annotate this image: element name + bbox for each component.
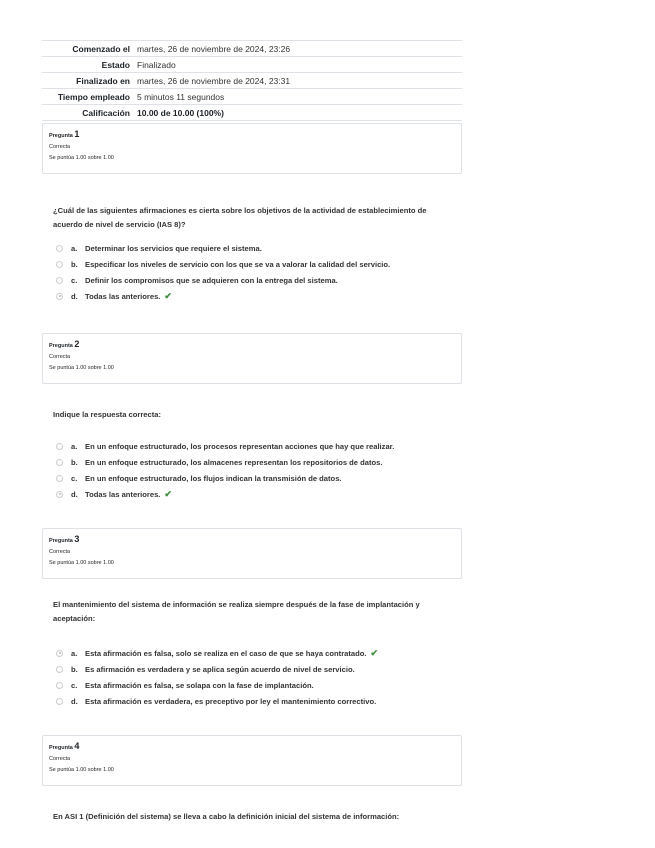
question-text-content: En ASI 1 (Definición del sistema) se lleva a cabo la definición inicial del sistema de información: [53,813,400,821]
option-letter: a. [71,243,78,253]
option-letter: d. [71,696,78,706]
summary-value: Finalizado [137,59,176,70]
option-text: Determinar los servicios que requiere el sistema. [85,243,262,253]
answer-option[interactable] [56,256,390,272]
question-number [49,741,455,754]
answer-options [56,240,390,304]
summary-value: 5 minutos 11 segundos [137,91,225,102]
radio-button[interactable] [56,277,63,284]
question-state: Correcta [49,354,71,360]
question-prefix: Pregunta [49,538,73,544]
answer-option[interactable] [56,677,378,693]
option-letter: b. [71,457,78,467]
question-info-2 [42,333,462,384]
option-text: Es afirmación es verdadera y se aplica según acuerdo de nivel de servicio. [85,664,355,674]
summary-row [42,41,462,57]
question-text: ¿Cuál de las siguientes afirmaciones es cierta sobre los objetivos de la actividad de establecimiento de acuerdo de nivel de servicio (IAS 8)? [53,206,427,229]
question-score: Se puntúa 1.00 sobre 1.00 [49,155,114,161]
question-score: Se puntúa 1.00 sobre 1.00 [49,767,114,773]
check-icon: ✔ [164,488,172,499]
option-text: Especificar los niveles de servicio con los que se va a valorar la calidad del servicio. [85,259,391,269]
summary-label: Tiempo empleado [57,91,130,102]
option-text: Definir los compromisos que se adquieren con la entrega del sistema. [85,275,338,285]
summary-label: Finalizado en [76,75,130,86]
radio-button[interactable] [56,650,63,657]
question-number [49,339,455,352]
radio-button[interactable] [56,459,63,466]
question-number-value: 1 [74,129,80,139]
answer-options [56,438,394,502]
option-text: En un enfoque estructurado, los almacenes representan los repositorios de datos. [85,457,383,467]
question-info-3 [42,528,462,579]
option-letter: c. [71,473,78,483]
option-text: Todas las anteriores. [85,489,161,499]
answer-option[interactable] [56,272,390,288]
question-prefix: Pregunta [49,343,73,349]
option-letter: d. [71,489,78,499]
option-letter: a. [71,441,78,451]
question-number [49,534,455,547]
radio-button[interactable] [56,261,63,268]
question-number [49,129,455,142]
summary-value: martes, 26 de noviembre de 2024, 23:26 [137,43,291,54]
answer-options [56,645,378,709]
question-text: El mantenimiento del sistema de información se realiza siempre después de la fase de implantación y aceptación: [53,600,420,623]
radio-button[interactable] [56,443,63,450]
radio-button[interactable] [56,666,63,673]
summary-row [42,57,462,73]
question-number-value: 3 [74,534,80,544]
summary-value: martes, 26 de noviembre de 2024, 23:31 [137,75,291,86]
question-prefix: Pregunta [49,133,73,139]
summary-row [42,73,462,89]
option-text: En un enfoque estructurado, los procesos representan acciones que hay que realizar. [85,441,395,451]
radio-button[interactable] [56,698,63,705]
check-icon: ✔ [370,647,379,658]
summary-label: Comenzado el [72,43,130,54]
question-number-value: 2 [74,339,80,349]
question-state: Correcta [49,144,71,150]
summary-label: Estado [101,59,130,70]
question-score: Se puntúa 1.00 sobre 1.00 [49,560,114,566]
question-text: Indique la respuesta correcta: [53,410,162,419]
answer-option[interactable] [56,693,378,709]
option-text: Esta afirmación es falsa, solo se realiza en el caso de que se haya contratado. [85,648,367,658]
option-text: Todas las anteriores. [85,291,161,301]
radio-button[interactable] [56,491,63,498]
question-score: Se puntúa 1.00 sobre 1.00 [49,365,114,371]
answer-option[interactable] [56,438,394,454]
answer-option[interactable] [56,288,390,304]
option-letter: b. [71,664,78,674]
answer-option[interactable] [56,470,394,486]
answer-option[interactable] [56,645,378,661]
radio-button[interactable] [56,293,63,300]
answer-option[interactable] [56,240,390,256]
question-text [53,813,453,821]
answer-option[interactable] [56,454,394,470]
answer-option[interactable] [56,661,378,677]
question-prefix: Pregunta [49,745,73,751]
question-info-1 [42,123,462,174]
summary-value: 10.00 de 10.00 (100%) [137,107,224,118]
summary-row [42,105,462,121]
question-number-value: 4 [74,741,80,751]
option-letter: c. [71,275,78,285]
attempt-summary-table [42,40,462,121]
summary-row [42,89,462,105]
check-icon: ✔ [164,290,172,301]
answer-option[interactable] [56,486,394,502]
option-letter: c. [71,680,78,690]
option-text: Esta afirmación es falsa, se solapa con la fase de implantación. [85,680,314,690]
question-state: Correcta [49,549,71,555]
option-text: En un enfoque estructurado, los flujos indican la transmisión de datos. [85,473,342,483]
summary-label: Calificación [82,107,130,118]
option-letter: a. [71,648,78,658]
radio-button[interactable] [56,475,63,482]
question-info-4 [42,735,462,786]
radio-button[interactable] [56,245,63,252]
option-text: Esta afirmación es verdadera, es preceptivo por ley el mantenimiento correctivo. [85,696,377,706]
option-letter: b. [71,259,78,269]
question-state: Correcta [49,756,71,762]
radio-button[interactable] [56,682,63,689]
option-letter: d. [71,291,78,301]
